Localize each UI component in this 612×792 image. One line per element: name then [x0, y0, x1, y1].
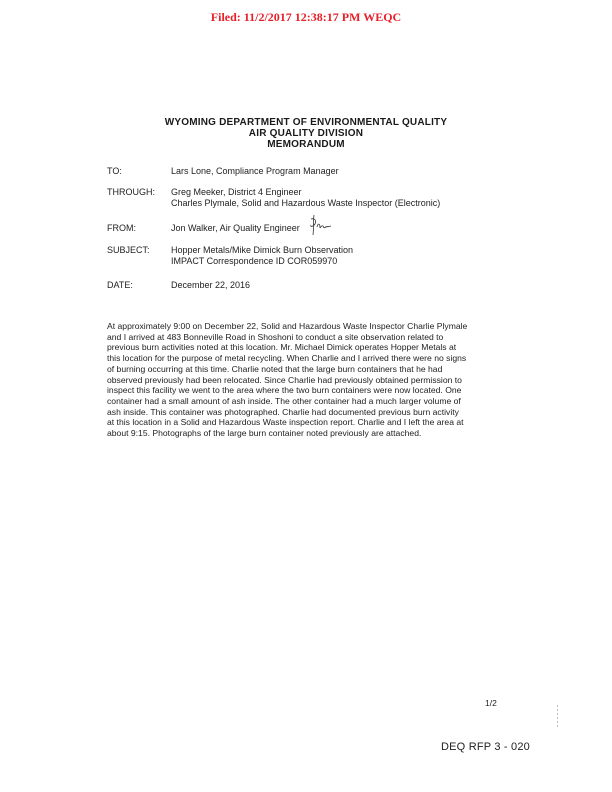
subject-label: SUBJECT: [107, 245, 150, 255]
to-value: Lars Lone, Compliance Program Manager [171, 166, 339, 176]
date-value: December 22, 2016 [171, 280, 251, 290]
document-type: MEMORANDUM [267, 139, 345, 150]
body-line: container had a small amount of ash inside. The other container had a much larger volume of [107, 395, 461, 406]
bates-stamp: DEQ RFP 3 - 020 [441, 741, 530, 753]
body-line: At approximately 9:00 on December 22, Solid and Hazardous Waste Inspector Charlie Plymale [107, 321, 468, 331]
handwritten-initials [305, 213, 333, 241]
body-line: observed previously had been relocated. Since Charlie had previously obtained permission to [107, 374, 462, 385]
memo-body [107, 321, 527, 439]
body-line: and I arrived at 483 Bonneville Road in Shoshoni to conduct a site observation related to [107, 331, 444, 342]
page-number: 1/2 [485, 698, 497, 708]
to-label: TO: [107, 166, 122, 176]
from-label: FROM: [107, 223, 136, 233]
from-value: Jon Walker, Air Quality Engineer [171, 223, 300, 233]
through-value [171, 187, 440, 209]
through-line-1: Greg Meeker, District 4 Engineer [171, 187, 302, 197]
body-line: at this location in a Solid and Hazardous Waste inspection report. Charlie and I left the area at [107, 417, 464, 428]
agency-name: WYOMING DEPARTMENT OF ENVIRONMENTAL QUALITY [164, 117, 448, 128]
filed-stamp: Filed: 11/2/2017 12:38:17 PM WEQC [210, 10, 402, 24]
through-line-2: Charles Plymale, Solid and Hazardous Waste Inspector (Electronic) [171, 198, 441, 208]
body-line: ash inside. This container was photographed. Charlie had documented previous burn activity [107, 406, 459, 417]
body-line: this location for the purpose of metal recycling. When Charlie and I arrived there were no signs [107, 353, 467, 364]
division-name: AIR QUALITY DIVISION [248, 128, 364, 139]
subject-line-1: Hopper Metals/Mike Dimick Burn Observation [171, 245, 354, 255]
memo-heading [0, 117, 612, 150]
body-line: of burning occurring at this time. Charlie noted that the large burn containers that he had [107, 363, 443, 374]
date-label: DATE: [107, 280, 133, 290]
body-line: inspect this facility we went to the area where the two burn containers were now located. One [107, 385, 462, 396]
subject-value [171, 245, 353, 267]
subject-line-2: IMPACT Correspondence ID COR059970 [171, 256, 338, 266]
scan-edge-mark [557, 705, 558, 727]
body-line: previous burn activities noted at this location. Mr. Michael Dimick operates Hopper Metals at [107, 342, 457, 353]
body-line: about 9:15. Photographs of the large burn container noted previously are attached. [107, 428, 422, 439]
through-label: THROUGH: [107, 187, 155, 197]
